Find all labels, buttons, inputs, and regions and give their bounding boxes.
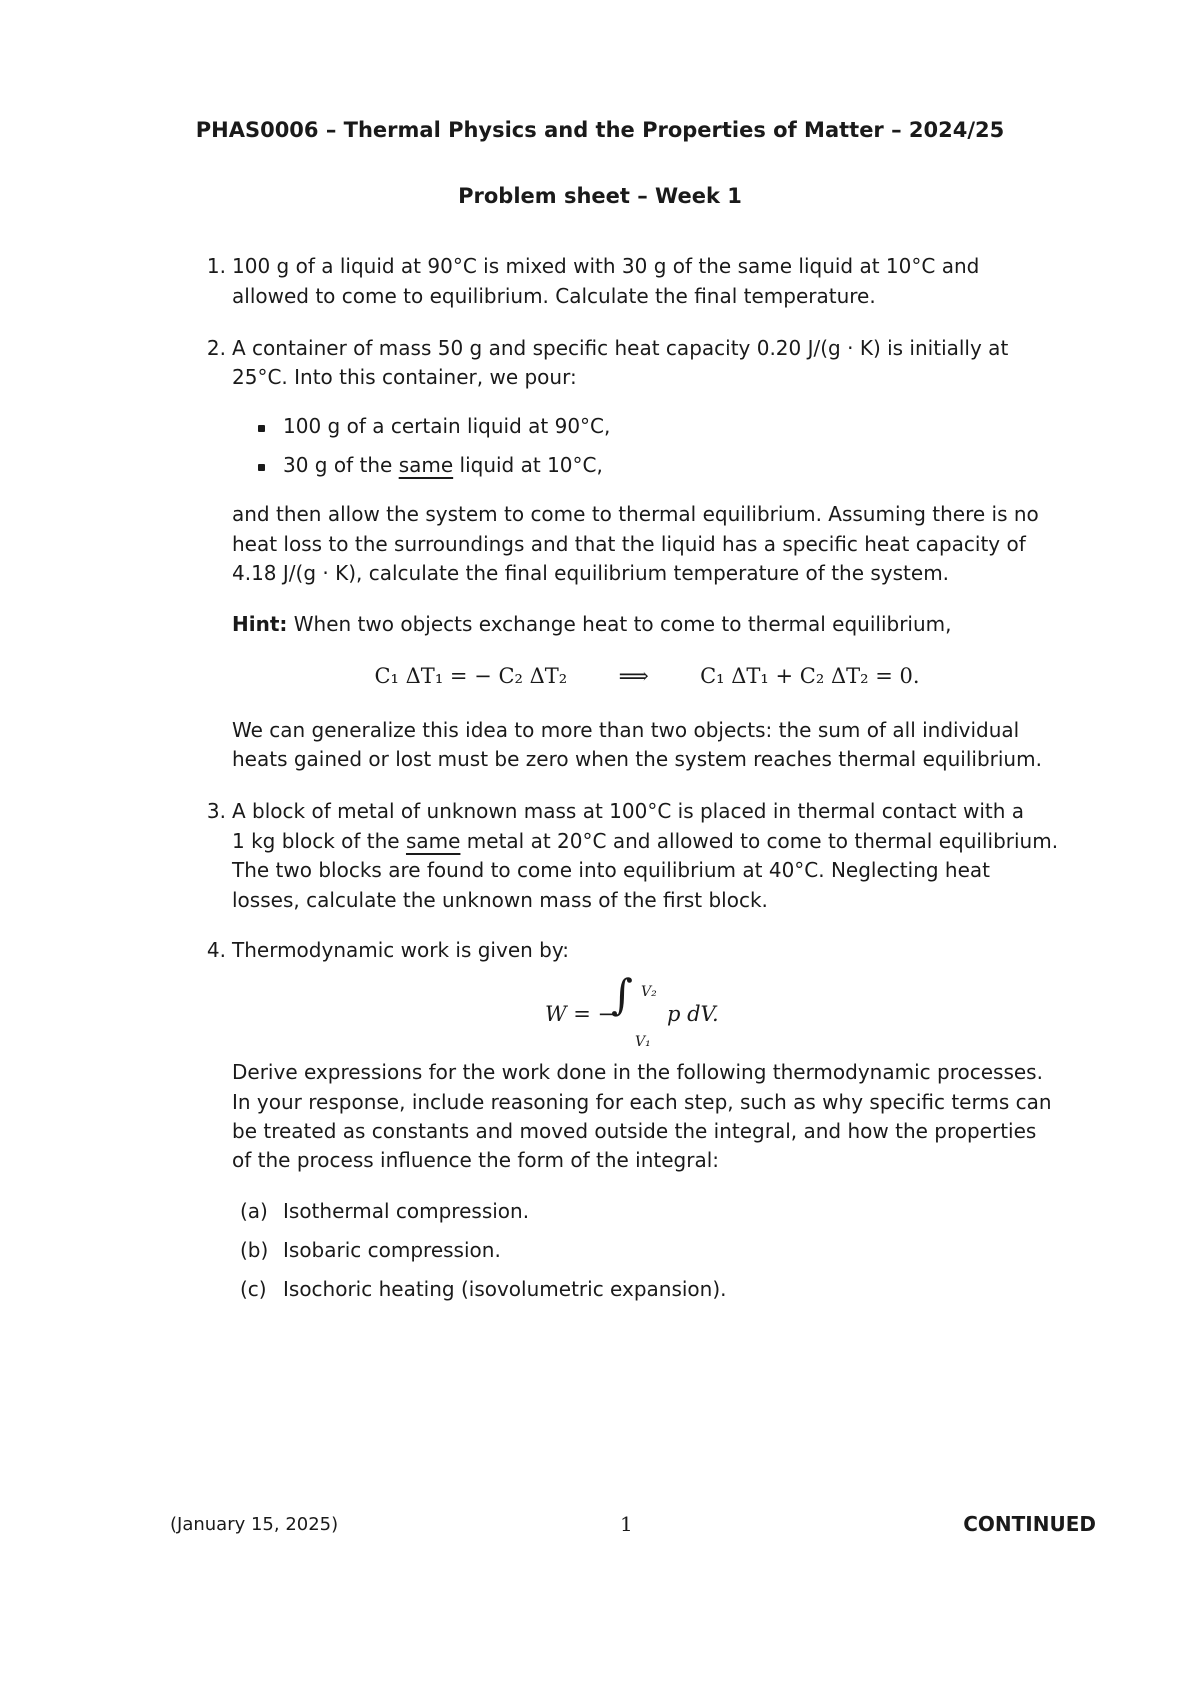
work-integral bbox=[545, 970, 745, 1050]
bullet-text: liquid at 10°C, bbox=[453, 453, 603, 477]
hint-text: When two objects exchange heat to come to thermal equilibrium, bbox=[287, 612, 952, 636]
problem-text-line: of the process influence the form of the integral: bbox=[232, 1148, 720, 1172]
problem-text-line: Derive expressions for the work done in the following thermodynamic processes. bbox=[232, 1060, 1043, 1084]
problem-text-line: heats gained or lost must be zero when the system reaches thermal equilibrium. bbox=[232, 747, 1042, 771]
problem-text-line bbox=[232, 827, 1092, 857]
problem-text-line: 100 g of a liquid at 90°C is mixed with 30 g of the same liquid at 10°C and bbox=[232, 254, 980, 278]
hint-label: Hint: bbox=[232, 612, 288, 636]
integrand: p dV. bbox=[667, 1002, 719, 1026]
problem-text-line: 4.18 J/(g · K), calculate the final equilibrium temperature of the system. bbox=[232, 561, 950, 585]
problem-text-line: In your response, include reasoning for each step, such as why specific terms can bbox=[232, 1090, 1052, 1114]
page-number: 1 bbox=[620, 1512, 633, 1536]
sheet-title: Problem sheet – Week 1 bbox=[458, 184, 742, 208]
problem-text-line: Thermodynamic work is given by: bbox=[232, 938, 569, 962]
problem-text-line: allowed to come to equilibrium. Calculate the final temperature. bbox=[232, 284, 876, 308]
text-segment: 1 kg block of the bbox=[232, 829, 406, 853]
problem-number: 3. bbox=[206, 799, 226, 823]
problem-text-line: be treated as constants and moved outside the integral, and how the properties bbox=[232, 1119, 1037, 1143]
sub-item-label: (c) bbox=[240, 1277, 267, 1301]
problem-number: 4. bbox=[206, 938, 226, 962]
problem-text-line: A container of mass 50 g and specific heat capacity 0.20 J/(g · K) is initially at bbox=[232, 336, 1009, 360]
hint-line bbox=[232, 610, 1062, 640]
problem-text-line: We can generalize this idea to more than two objects: the sum of all individual bbox=[232, 718, 1020, 742]
implies-symbol: ⟹ bbox=[618, 664, 649, 688]
bullet-item bbox=[283, 412, 610, 442]
bullet-icon bbox=[258, 425, 265, 432]
problem-text-line: losses, calculate the unknown mass of the first block. bbox=[232, 888, 768, 912]
text-segment: metal at 20°C and allowed to come to thermal equilibrium. bbox=[460, 829, 1059, 853]
problem-text-line: heat loss to the surroundings and that the liquid has a specific heat capacity of bbox=[232, 532, 1026, 556]
problem-text-line: A block of metal of unknown mass at 100°C is placed in thermal contact with a bbox=[232, 799, 1025, 823]
equation-rhs: C₁ ΔT₁ + C₂ ΔT₂ = 0. bbox=[700, 664, 920, 688]
bullet-text: 30 g of the bbox=[283, 453, 399, 477]
sub-item-text: Isothermal compression. bbox=[283, 1199, 530, 1223]
footer-date: (January 15, 2025) bbox=[170, 1514, 339, 1535]
underlined-word: same bbox=[398, 453, 454, 477]
problem-text-line: The two blocks are found to come into equilibrium at 40°C. Neglecting heat bbox=[232, 858, 990, 882]
problem-number: 1. bbox=[206, 254, 226, 278]
problem-number: 2. bbox=[206, 336, 226, 360]
bullet-text: 100 g of a certain liquid at 90°C, bbox=[283, 414, 611, 438]
equation-lhs: C₁ ΔT₁ = − C₂ ΔT₂ bbox=[374, 664, 568, 688]
sub-item-label: (a) bbox=[240, 1199, 268, 1223]
sub-item-text: Isochoric heating (isovolumetric expansion). bbox=[283, 1277, 727, 1301]
problem-text-line: and then allow the system to come to thermal equilibrium. Assuming there is no bbox=[232, 502, 1039, 526]
underlined-word: same bbox=[405, 829, 461, 853]
course-title: PHAS0006 – Thermal Physics and the Properties of Matter – 2024/25 bbox=[195, 118, 1005, 142]
heat-balance-equation bbox=[232, 662, 1062, 692]
continued-label: CONTINUED bbox=[963, 1512, 1096, 1536]
bullet-icon bbox=[258, 464, 265, 471]
sub-item-text: Isobaric compression. bbox=[283, 1238, 501, 1262]
bullet-item bbox=[283, 451, 603, 481]
upper-limit: V₂ bbox=[641, 984, 657, 1000]
integral-sign: ∫ bbox=[611, 970, 633, 1019]
lower-limit: V₁ bbox=[635, 1034, 651, 1050]
sub-item-label: (b) bbox=[240, 1238, 269, 1262]
integral-lhs: W = − bbox=[545, 1002, 616, 1026]
problem-text-line: 25°C. Into this container, we pour: bbox=[232, 365, 577, 389]
